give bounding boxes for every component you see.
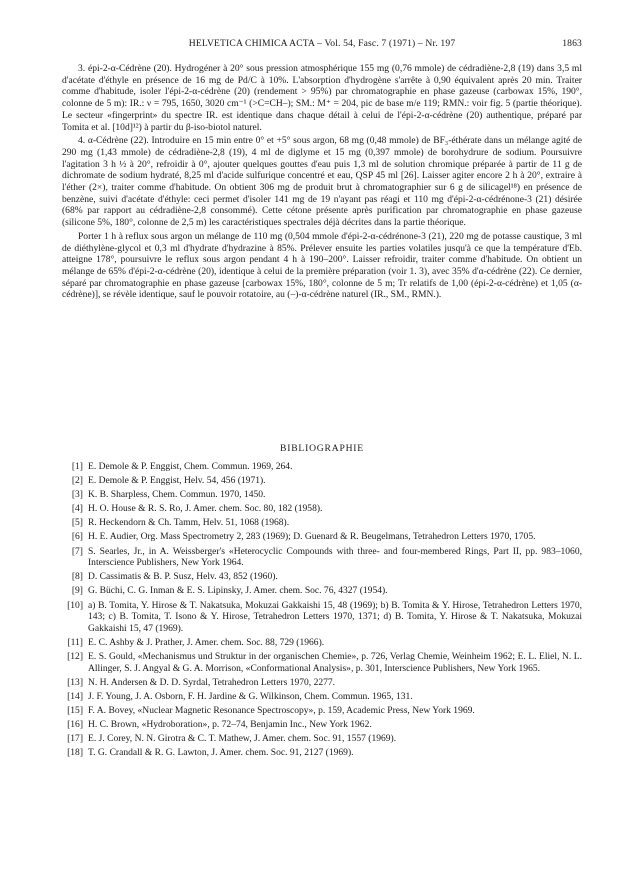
reference-item: [62, 517, 582, 529]
reference-text: a) B. Tomita, Y. Hirose & T. Nakatsuka, Mokuzai Gakkaishi 15, 48 (1969); b) B. Tomita & Y. Hirose, Tetrahedron Letters 1970, 143; c) B. Tomita, T. Isono & Y. Hirose, Tetrahedron Letters 1970, 1371; d) B. Tomita, Y. Hirose & T. Nakatsuka, Mokuzai Gakkaishi 15, 47 (1969).: [88, 599, 582, 634]
reference-text: F. A. Bovey, «Nuclear Magnetic Resonance Spectroscopy», p. 159, Academic Press, New York 1969.: [88, 705, 475, 717]
paragraph-alpha-cedrene: 4. α-Cédrène (22). Introduire en 15 min entre 0° et +5° sous argon, 68 mg (0,48 mmole) de BF₃-éthérate dans un mélange agité de 290 mg (1,43 mmole) de cédradiène-2,8 (19), 4 ml de diglyme et 15 mg (0,397 mmole) de borohydrure de sodium. Poursuivre l'agitation 3 h ½ à 20°, refroidir à 0°, ajouter quelques gouttes d'eau puis 1,3 ml de solution chromique préparée à partir de 11 g de dichromate de sodium hydraté, 8,25 ml d'acide sulfurique concentré et eau, QSP 45 ml [26]. Laisser agiter encore 2 h à 20°, extraire à l'éther (2×), traiter comme d'habitude. On obtient 306 mg de produit brut à chromatographier sur 6 g de silicagel¹⁸) en présence de benzène, suivi d'acétate d'éthyle: ceci permet d'isoler 141 mg de 19 n'ayant pas réagi et 110 mg d'épi-2-α-cédrénone-3 (21) désirée (68% par rapport au cédradiène-2,8 consommé). Cette cétone présente après purification par chromatographie en phase gazeuse (silicone 5%, 180°, colonne de 2,5 m) les caractéristiques spectrales déjà décrites dans la partie théorique.: [62, 135, 582, 229]
reference-text: E. Demole & P. Enggist, Chem. Commun. 1969, 264.: [88, 461, 293, 472]
reference-number: [4]: [71, 503, 83, 515]
reference-text: T. G. Crandall & R. G. Lawton, J. Amer. chem. Soc. 91, 2127 (1969).: [88, 747, 354, 759]
bibliography-heading: BIBLIOGRAPHIE: [280, 443, 364, 454]
journal-title: HELVETICA CHIMICA ACTA – Vol. 54, Fasc. 7 (1971) – Nr. 197: [188, 38, 456, 49]
reference-number: [14]: [67, 691, 83, 703]
running-header: [62, 38, 582, 52]
reference-item: [62, 719, 582, 731]
reference-item: [62, 531, 582, 543]
reference-number: [16]: [67, 719, 83, 731]
reference-item: [62, 585, 582, 597]
reference-number: [9]: [71, 585, 83, 597]
reference-number: [3]: [71, 489, 83, 501]
reference-item: [62, 691, 582, 703]
article-body: [62, 63, 582, 303]
reference-text: E. S. Gould, «Mechanismus und Struktur in der organischen Chemie», p. 726, Verlag Chemie, Weinheim 1962; E. L. Eliel, N. L. Allinger, S. J. Angyal & G. A. Morrison, «Conformational Analysis», p. 301, Interscience Publishers, New York 1965.: [88, 651, 582, 674]
reference-text: E. C. Ashby & J. Prather, J. Amer. chem. Soc. 88, 729 (1966).: [88, 637, 325, 649]
reference-item: [62, 489, 582, 501]
reference-item: [62, 461, 582, 473]
reference-number: [15]: [67, 705, 83, 717]
reference-number: [12]: [67, 651, 83, 663]
reference-text: K. B. Sharpless, Chem. Commun. 1970, 1450.: [88, 489, 266, 501]
reference-number: [13]: [67, 676, 83, 688]
reference-text: N. H. Andersen & D. D. Syrdal, Tetrahedron Letters 1970, 2277.: [88, 676, 336, 688]
reference-item: [62, 651, 582, 674]
page-number: 1863: [562, 38, 582, 49]
reference-item: [62, 747, 582, 759]
reference-number: [18]: [67, 747, 83, 759]
reference-number: [2]: [71, 475, 83, 487]
reference-text: R. Heckendorn & Ch. Tamm, Helv. 51, 1068 (1968).: [88, 517, 290, 529]
reference-text: H. E. Audier, Org. Mass Spectrometry 2, 283 (1969); D. Guenard & R. Beugelmans, Tetrahedron Letters 1970, 1705.: [88, 531, 536, 543]
reference-text: H. C. Brown, «Hydroboration», p. 72–74, Benjamin Inc., New York 1962.: [88, 719, 372, 731]
reference-text: E. Demole & P. Enggist, Helv. 54, 456 (1971).: [88, 475, 266, 487]
reference-item: [62, 637, 582, 649]
paragraph-epi-cedrene: 3. épi-2-α-Cédrène (20). Hydrogéner à 20° sous pression atmosphérique 155 mg (0,76 mmole) de cédradiène-2,8 (19) dans 3,5 ml d'acétate d'éthyle en présence de 16 mg de Pd/C à 10%. L'absorption d'hydrogène s'arrête à 0,90 équivalent après 20 min. Traiter comme d'habitude, isoler l'épi-2-α-cédrène (20) (rendement > 95%) par chromatographie en phase gazeuse (carbowax 15%, 190°, colonne de 5 m): IR.: ν = 795, 1650, 3020 cm⁻¹ (>C=CH–); SM.: M⁺ = 204, pic de base m/e 119; RMN.: voir fig. 5 (partie théorique). Le secteur «fingerprint» du spectre IR. est identique dans chaque détail à celui de l'épi-2-α-cédrène (20) authentique, préparé par Tomita et al. [10d]¹²) à partir du β-iso-biotol naturel.: [62, 63, 582, 133]
bibliography-list: [62, 461, 582, 762]
paragraph-reflux: Porter 1 h à reflux sous argon un mélange de 110 mg (0,504 mmole d'épi-2-α-cédrénone-3 (21), 220 mg de potasse caustique, 3 ml de diéthylène-glycol et 0,3 ml d'hydrate d'hydrazine à 85%. Prélever ensuite les parties volatiles jusqu'à ce que la température d'Eb. atteigne 178°, poursuivre le reflux sous argon pendant 4 h à 190–200°. Laisser refroidir, traiter comme d'habitude. On obtient un mélange de 65% d'épi-2-α-cédrène (20), identique à celui de la première préparation (voir 1. 3), avec 35% d'α-cédrène (22). Ce dernier, séparé par chromatographie en phase gazeuse [carbowax 15%, 180°, colonne de 5 m; Tr relatifs de 1,00 (épi-2-α-cédrène) et 1,05 (α-cédrène)], se révèle identique, sauf le pouvoir rotatoire, au (–)-α-cédrène naturel (IR., SM., RMN.).: [62, 230, 582, 301]
reference-text: D. Cassimatis & B. P. Susz, Helv. 43, 852 (1960).: [88, 571, 278, 583]
reference-number: [11]: [67, 637, 83, 649]
reference-number: [6]: [71, 531, 83, 543]
reference-number: [1]: [71, 461, 83, 472]
reference-number: [5]: [71, 517, 83, 529]
reference-number: [8]: [71, 571, 83, 583]
reference-item: [62, 705, 582, 717]
reference-text: J. F. Young, J. A. Osborn, F. H. Jardine & G. Wilkinson, Chem. Commun. 1965, 131.: [88, 691, 413, 703]
reference-number: [10]: [67, 599, 83, 611]
reference-item: [62, 546, 582, 569]
reference-number: [17]: [67, 733, 83, 745]
reference-text: H. O. House & R. S. Ro, J. Amer. chem. Soc. 80, 182 (1958).: [88, 503, 323, 515]
reference-item: [62, 503, 582, 515]
reference-text: E. J. Corey, N. N. Girotra & C. T. Mathew, J. Amer. chem. Soc. 91, 1557 (1969).: [88, 733, 397, 745]
reference-item: [62, 733, 582, 745]
reference-number: [7]: [71, 545, 83, 557]
reference-item: [62, 571, 582, 583]
reference-item: [62, 677, 582, 689]
reference-text: G. Büchi, C. G. Inman & E. S. Lipinsky, J. Amer. chem. Soc. 76, 4327 (1954).: [88, 585, 388, 597]
reference-text: S. Searles, Jr., in A. Weissberger's «Heterocyclic Compounds with three- and four-membered Rings, Part II, pp. 983–1060, Interscience Publishers, New York 1964.: [88, 545, 582, 569]
reference-item: [62, 600, 582, 635]
reference-item: [62, 475, 582, 487]
